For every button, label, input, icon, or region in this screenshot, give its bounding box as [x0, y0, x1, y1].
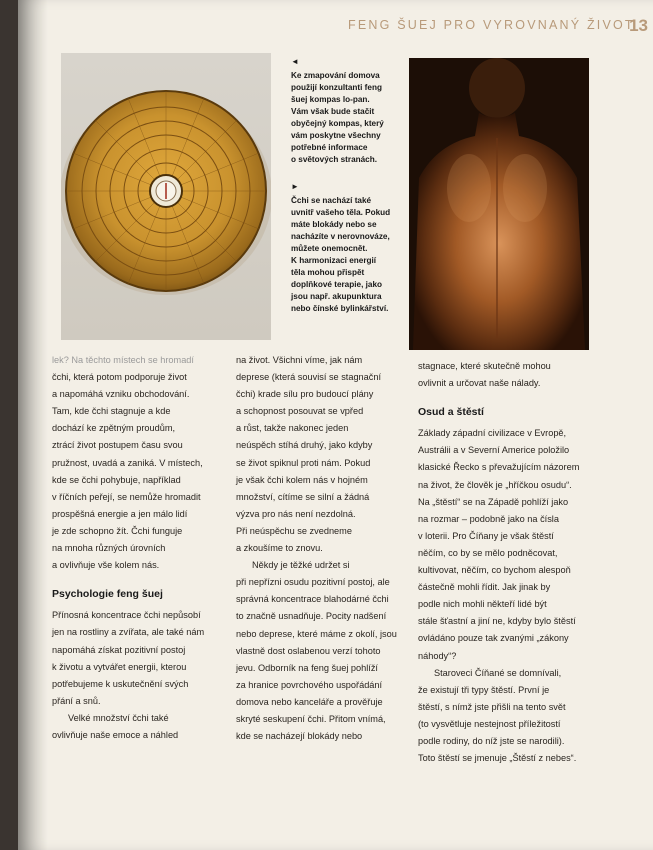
text-line: štěstí, s nímž jste přišli na tento svět [418, 701, 566, 712]
caption-line: použijí konzultanti feng [291, 83, 382, 92]
text-line: kultivovat, něčím, co bychom alespoň [418, 565, 571, 576]
caption-line: K harmonizaci energií [291, 256, 377, 265]
text-line: skryté seskupení čchi. Přitom vnímá, [236, 713, 386, 724]
paragraph [52, 607, 222, 710]
text-line: to značně usnadňuje. Pocity nadšení [236, 611, 387, 622]
text-line: jevu. Odborník na feng šuej pohlíží [236, 662, 378, 673]
section-heading-psychology: Psychologie feng šuej [52, 588, 163, 601]
text-line: Velké množství čchi také [68, 712, 169, 723]
text-line: a ovlivňuje vše kolem nás. [52, 560, 160, 571]
caption-line: máte blokády nebo se [291, 220, 377, 229]
text-line: k životu a vytvářet energii, kterou [52, 661, 187, 672]
text-line: čchi, která potom podporuje život [52, 372, 187, 383]
page-number: 13 [629, 16, 648, 35]
caption-line: nebo čínské bylinkářství. [291, 304, 389, 313]
paragraph [52, 352, 222, 574]
text-line: nebo deprese, které máme z okolí, jsou [236, 628, 397, 639]
text-line: při nepřízni osudu pozitivní postoj, ale [236, 577, 390, 588]
text-line: kde se nacházejí blokády nebo [236, 731, 363, 742]
text-line: kde se čchi pohybuje, například [52, 474, 181, 485]
text-line: napomáhá získat pozitivní postoj [52, 644, 186, 655]
paragraph [418, 665, 596, 768]
text-line: jen na rostliny a zvířata, ale také nám [52, 627, 205, 638]
caption-line: můžete onemocnět. [291, 244, 368, 253]
text-line: Základy západní civilizace v Evropě, [418, 428, 567, 439]
caption-body [291, 181, 401, 315]
text-line: a růst, takže nakonec jeden [236, 423, 349, 434]
text-line: částečně mohli řídit. Jak jinak by [418, 582, 551, 593]
caption-compass [291, 56, 401, 166]
compass-photo [61, 53, 271, 340]
text-line: potřebujeme k uskutečnění svých [52, 678, 189, 689]
text-column-2 [236, 352, 406, 745]
text-line: Austrálii a v Severní Americe položilo [418, 445, 570, 456]
text-line: Někdy je těžké udržet si [252, 560, 350, 571]
text-line: přání a snů. [52, 695, 101, 706]
paragraph [418, 358, 596, 392]
text-line: čchi) krade sílu pro budoucí plány [236, 389, 374, 400]
text-line: je však čchi kolem nás v hojném [236, 474, 368, 485]
text-line: stále šťastní a jiní ne, kdyby bylo štěstí [418, 616, 576, 627]
text-line: podle rodiny, do níž jste se narodili). [418, 735, 565, 746]
text-line: se život spiknul proti nám. Pokud [236, 457, 371, 468]
text-line: v říčních peřejí, se nemůže hromadit [52, 491, 201, 502]
text-line: Toto štěstí se jmenuje „Štěstí z nebes“. [418, 753, 577, 764]
text-line: na život, že člověk je „hříčkou osudu“. [418, 479, 572, 490]
caption-line: šuej kompas lo-pan. [291, 95, 370, 104]
text-line: a schopnost posouvat se vpřed [236, 406, 364, 417]
text-line: výzva pro nás není nezdolná. [236, 508, 356, 519]
text-line: v loterii. Pro Číňany je však štěstí [418, 530, 554, 541]
text-line: Staroveci Číňané se domnívali, [434, 667, 562, 678]
text-line: Na „štěstí“ se na Západě pohlíží jako [418, 496, 569, 507]
text-line: že existují tři typy štěstí. První je [418, 684, 550, 695]
text-line: podle nich mohli někteří lidé být [418, 599, 547, 610]
paragraph [236, 557, 406, 745]
text-line: a napomáhá vzniku obchodování. [52, 389, 190, 400]
text-line: ztrácí život postupem času svou [52, 440, 183, 451]
text-line: neúspěch stíhá druhý, jako kdyby [236, 440, 373, 451]
paragraph [52, 710, 222, 744]
text-line: ovlivňuje naše emoce a náhled [52, 729, 179, 740]
text-line: náhody“? [418, 650, 457, 661]
text-line: Při neúspěchu se zvedneme [236, 525, 352, 536]
page-gutter-shadow [18, 0, 48, 850]
text-line: správná koncentrace blahodárné čchi [236, 594, 389, 605]
text-line: pružnost, uvadá a zaniká. V místech, [52, 457, 203, 468]
caption-line: obyčejný kompas, který [291, 119, 384, 128]
text-line: lek? Na těchto místech se hromadí [52, 355, 194, 365]
human-back-photo [409, 58, 589, 350]
caption-arrow-right: ► [291, 182, 299, 191]
caption-line: doplňkové terapie, jako [291, 280, 382, 289]
text-line: na mnoha různých úrovních [52, 543, 166, 554]
text-line: ovlivnit a určovat naše nálady. [418, 378, 541, 389]
text-line: prospěšná energie a jen málo lidí [52, 508, 188, 519]
text-line: množství, cítíme se silní a žádná [236, 491, 370, 502]
text-column-3 [418, 358, 596, 767]
running-title: FENG ŠUEJ PRO VYROVNANÝ ŽIVOT [348, 18, 635, 32]
lo-pan-compass-illustration [61, 53, 271, 340]
caption-line: Ke zmapování domova [291, 71, 380, 80]
text-line: vlastně dost oslabenou verzí tohoto [236, 645, 381, 656]
page-header [348, 16, 648, 38]
text-column-1 [52, 352, 222, 744]
text-line: klasické Řecko s převažujícím názorem [418, 462, 580, 473]
caption-line: uvnitř vašeho těla. Pokud [291, 208, 391, 217]
text-line: na život. Všichni víme, jak nám [236, 355, 363, 365]
text-line: deprese (která souvisí se stagnační [236, 372, 382, 383]
text-line: ovládáno pouze tak zvanými „zákony [418, 633, 569, 644]
caption-line: o světových stranách. [291, 155, 378, 164]
paragraph [236, 352, 406, 557]
caption-line: Čchi se nachází také [291, 196, 372, 205]
caption-line: Vám však bude stačit [291, 107, 375, 116]
caption-line: jsou např. akupunktura [291, 292, 382, 301]
paragraph [418, 425, 596, 664]
text-line: za hranice povrchového uspořádání [236, 679, 383, 690]
text-line: je zde schopno žít. Čchi funguje [52, 525, 183, 536]
text-line: domova nebo kanceláře a prověřuje [236, 696, 383, 707]
text-line: dochází ke zpětným proudům, [52, 423, 176, 434]
book-page [18, 0, 653, 850]
text-line: na rozmar – podobně jako na čísla [418, 513, 559, 524]
caption-line: těla mohou přispět [291, 268, 365, 277]
text-line: a zkoušíme to znovu. [236, 543, 323, 554]
text-line: Tam, kde čchi stagnuje a kde [52, 406, 171, 417]
text-line: stagnace, které skutečně mohou [418, 361, 551, 371]
human-back-illustration [409, 58, 589, 350]
caption-line: potřebné informace [291, 143, 368, 152]
caption-line: vám poskytne všechny [291, 131, 381, 140]
text-line: (to vysvětluje nestejnost příležitostí [418, 718, 561, 729]
text-line: Přínosná koncentrace čchi nepůsobí [52, 610, 201, 621]
section-heading-fate-luck: Osud a štěstí [418, 406, 484, 419]
caption-arrow-left: ◄ [291, 57, 299, 66]
text-line: něčím, co by se mělo podněcovat, [418, 547, 558, 558]
caption-line: nacházíte v nerovnováze, [291, 232, 390, 241]
